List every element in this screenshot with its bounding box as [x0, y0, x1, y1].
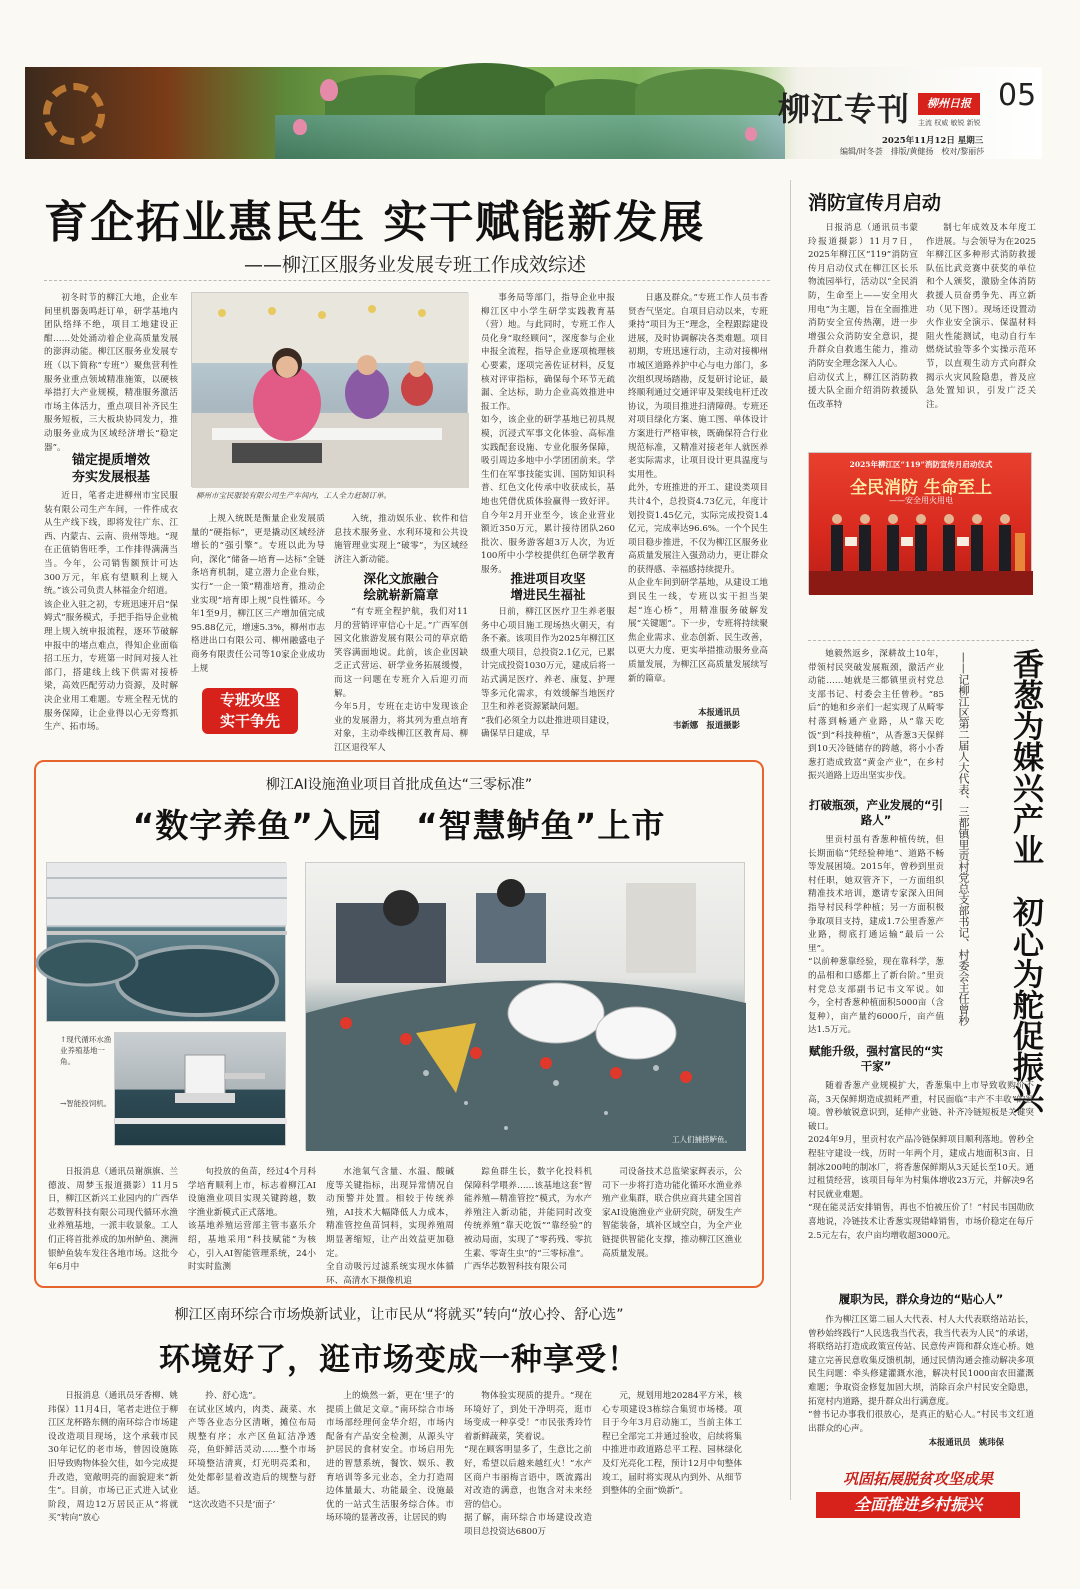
fish-column-1: 日报消息（通讯员谢旗旗、兰德波、周梦玉报道摄影）11月5日，柳江区新兴工业园内的广西华芯数智科技有限公司现代循环水渔业养殖基地，一派丰收景象。工人们正将首批养成的加州鲈鱼、澳洲银鲈鱼装车发往各地市场。这批今年6月中 [48, 1167, 178, 1273]
fire-column-2: 制七年成效及本年度工作进展。与会领导为在2025年柳江区多种形式消防救援队伍比武竞赛中获奖的单位和个人颁奖，激励全体消防救援人员奋勇争先、再立新功（见下图）。现场还设置动火作业安全演示、保温材料阻火性能测试，电动自行车燃烧试验等多个实操示范环节，以直观生动方式向群众揭示火灾风险隐患，普及应急处置知识，引发广泛关注。 [926, 223, 1036, 410]
fish-caption-1: ↑现代循环水渔业养殖基地一角。 [60, 1035, 112, 1066]
feeder-illustration [115, 1033, 287, 1147]
market-column-4: 物体验实现质的提升。“现在环境好了，到处干净明亮，逛市场变成一种享受！”市民张秀玲竹着新鲜蔬菜，笑着说。 “现在顾客明显多了，生意比之前好，希望以后越来越红火！”水产区商户韦丽梅言语中，既流露出对改造的满意，也饱含对未来经营的信心。 据了解，南环综合市场建设改造项目总投资达6800万 [464, 1391, 592, 1537]
badge-task-force: 专班攻坚 实干争先 [202, 688, 298, 734]
lead-column-3: 入统，推动娱乐业、软件和信息技术服务业、水利环境和公共设施管理业实现上“破零”，为区域经济注入新动能。 [334, 514, 468, 565]
fire-column-1: 日报消息（通讯员韦蒙玲报道摄影）11月7日，2025年柳江区“119”消防宣传月启动仪式在柳江区长乐物流园举行，活动以“全民消防，生命至上——安全用火用电”为主题，旨在全面推进消防安全宣传热潮，进一步增强公众消防安全意识，提升群众自救逃生能力，推动消防安全理念深入人心。 启动仪式上，柳江区消防救援大队全面介绍消防救援队伍改革特 [808, 223, 918, 410]
lotus-icon [293, 119, 307, 135]
fire-photo-banner-line3: ——安全用火用电 [889, 496, 953, 505]
fish-headline: “数字养鱼”入园 “智慧鲈鱼”上市 [132, 806, 666, 845]
lead-subhead-1: 锚定提质增效 夯实发展根基 [71, 453, 150, 485]
fish-kicker: 柳江AI设施渔业项目首批成鱼达“三零标准” [265, 777, 533, 793]
fire-photo-banner-line2: 全民消防 生命至上 [850, 478, 992, 498]
tanks-illustration [47, 863, 287, 1023]
lotus-icon [745, 127, 757, 141]
column-divider [790, 180, 791, 1500]
page-number: 05 [998, 78, 1037, 113]
ad-slogan-line1: 巩固拓展脱贫攻坚成果 [842, 1470, 993, 1488]
lead-photo-caption: 柳州市宝民服装有限公司生产车间内，工人全力赶制订单。 [196, 491, 391, 500]
lead-subhead-3: 深化文旅融合 绘就崭新篇章 [363, 571, 439, 602]
divider [808, 640, 1034, 641]
profile-byline: 本报通讯员 姚玮保 [928, 1437, 1004, 1447]
lead-column-1b: 近日，笔者走进柳州市宝民服装有限公司生产车间，一件件成衣从生产线下线，即将发往广东、江西、内蒙古、云南、贵州等地。“现在正值销售旺季，工作排得满满当当。今年，公司销售额预计可达300万元，年底有望顺利上规入统。”该公司负责人林福金介绍道。 该企业入驻之初，专班迅速开启“保姆式”服务模式，手把手指导企业梳理上规入统申报流程，逐环节破解申报中的堵点难点，得知企业面临招工压力，专班第一时间对接人社部门，搭建线上线下供需对接桥梁，高效匹配劳动力资源，及时解决企业用工难题。专班全程无忧的服务保障，让企业得以心无旁骛抓生产、拓市场。 [44, 491, 178, 733]
section-title: 柳江专刊 [778, 90, 911, 128]
paper-slogan: 主流 权威 敏锐 新锐 [918, 119, 981, 127]
lead-column-2: 上规入统既是衡量企业发展质量的“硬指标”，更是撬动区域经济增长的“强引擎”。专班以此为导向，深化“储备—培育—达标”全链条培育机制，建立潜力企业台账，实行“一企一策”精准培育，推动企业实现“培育即上规”良性循环。今年1至9月，柳江区三产增加值完成95.88亿元，增速5.3%，柳州市志格进出口有限公司、柳州融盛电子商务有限责任公司等10家企业成功上规 [191, 514, 325, 674]
profile-column-1: 她毅然返乡，深耕故土10年，带领村民突破发展瓶颈，激活产业动能……她就是三都镇里贡村党总支部书记、村委会主任曾秒。“85后”的她和乡亲们一起实现了从畸零村落到畅通产业路，从“靠天吃饭”到“科技种植”，从香葱3天保鲜到10天冷链储存的跨越，将小小香葱打造成致富“黄金产业”，在乡村振兴道路上迈出坚实步伐。 [808, 649, 944, 782]
profile-subhead-2: 赋能升级，强村富民的“实干家” [808, 1044, 944, 1073]
fish-photo-aquaculture-base [46, 862, 286, 1022]
market-column-2: 拎、舒心选”。 在试业区域内，肉类、蔬菜、水产等各业态分区清晰，摊位布局规整有序；水产区鱼缸洁净透亮，鱼虾鲜活灵动……整个市场环境整洁清爽，灯光明亮柔和，处处都彰显着改造后的规整与舒适。 “这次改造不只是‘面子’ [188, 1391, 316, 1510]
fish-caption-2: →智能投饲机。 [60, 1099, 112, 1108]
market-headline: 环境好了，逛市场变成一种享受！ [159, 1342, 639, 1378]
fish-column-5: 司设备技术总监梁家辉表示，公司下一步将打造功能化循环水渔业养殖产业集群，联合供应商共建全国首家AI设施渔业产业研究院，研发生产智能装备，填补区域空白，为全产业链提供智能化支撑，推动柳江区渔业高质量发展。 [602, 1167, 742, 1259]
editor-credits: 编辑/时冬荟 排版/黄健扬 校对/黎丽莎 [840, 147, 985, 156]
fire-photo-banner-line1: 2025年柳江区“119”消防宣传月启动仪式 [849, 460, 993, 469]
profile-subhead-3: 履职为民，群众身边的“贴心人” [838, 1292, 1004, 1306]
profile-subheadline-vertical: ——记柳江区第二届人大代表、三都镇里贡村党总支部书记、村委会主任曾秒 [957, 652, 970, 1026]
lead-column-4b: 日前，柳江区医疗卫生养老服务中心项目施工现场热火朝天，有条不紊。该项目作为2025年柳江区级重大项目，总投资2.1亿元，已累计完成投资1030万元，建成后将一站式满足医疗、养老、康复、护理等多元化需求，有效缓解当地医疗卫生和养老资源紧缺问题。 “我们必须全力以赴推进项目建设，确保早日建成，早 [481, 607, 615, 740]
market-column-1: 日报消息（通讯员牙香柳、姚玮保）11月4日，笔者走进位于柳江区龙杯路东侧的南环综合市场建设改造项目现场，这个承载市民30年记忆的老市场，曾因设施陈旧导致购物体验欠佳，如今完成提升改造，宽敞明亮的面貌迎来“新生”。目前，市场已正式进入试业阶段，周边12万居民正从“将就买”转向“放心 [48, 1391, 178, 1524]
paper-logo: 柳州日报 [918, 93, 980, 115]
fish-photo-harvest [305, 862, 745, 1150]
lead-photo-garment-workshop [191, 292, 468, 487]
lead-column-3b: “有专班全程护航，我们对11月的营销评审信心十足。”广西军创园文化旅游发展有限公司的草京皓笑容满面地说。此前，该企业因缺乏正式营运、研学业务拓展缓慢，而这一问题在专班介入后迎刃而解。 今年5月，专班在走访中发现该企业的发展潜力，将其列为重点培育对象，主动牵线柳江区教育局、柳江区退役军人 [334, 607, 468, 753]
profile-column-3: 作为柳江区第二届人大代表、村人大代表联络站站长，曾秒始终践行“人民选我当代表，我当代表为人民”的承诺，将联络站打造成政策宣传站、民意传声筒和群众连心桥。她建立完善民意收集反馈机制，通过民情沟通会推动解决多项民生问题：牵头修建灌溉水池，解决村民1000亩农田灌溉难题；争取资金修复加固大坝，消除百余户村民安全隐患，拓宽村内道路，提升群众出行满意度。 “曾书记办事我们很放心，是真正的贴心人。”村民韦文红道出群众的心声。 [808, 1315, 1034, 1434]
lead-column-4: 事务局等部门，指导企业申报柳江区中小学生研学实践教育基（营）地。与此同时，专班工作人员化身“取经顾问”，深度参与企业申报全流程，指导企业逐项梳理核心要素，逐项完善佐证材料，反复核对评审指标，确保每个环节无疏漏、全达标，助力企业高效推进申报工作。 如今，该企业的研学基地已初具规模，沉浸式军事文化体验、高标准实践配套设施、专业化服务保障，吸引周边多地中小学团团前来。学生们在军事技能实训、国防知识科普、红色文化传承中收获成长，基地也凭借优质体验赢得一致好评。自今年2月开业至今，该企业营业额近350万元，累计接待团队260批次、服务游客超3万人次，为近100所中小学校提供红色研学教育服务。 [481, 293, 615, 575]
fish-column-4: 踪鱼群生长，数字化投料机保障科学喂养……该基地这套“智能养殖—精准管控”模式，为水产养殖注入新动能，并能同时改变传统养殖“靠天吃饭”“靠经验”的被动局面，实现了“零药残、零抗生素、零寄生虫”的“三零标准”。 广西华芯数智科技有限公司 [464, 1167, 592, 1273]
hill-graphic [415, 63, 555, 115]
lotus-icon [320, 79, 338, 101]
market-column-3: 上的焕然一新，更在‘里子’的提质上做足文章。”南环综合市场市场部经理何金华介绍，市场内配备有产品安全检测，从源头守护居民的食材安全。市场启用先进的智慧系统，餐饮、娱乐、教育培训等多元业态，全力打造周边体量最大、功能最全、设施最优的一站式生活服务综合体。市场环境的显著改善，让居民的购 [326, 1391, 454, 1524]
lead-byline: 本报通讯员 韦新娜 报道摄影 [673, 707, 740, 730]
profile-headline-vertical: 香葱为媒兴产业 初心为舵促振兴 [1007, 648, 1043, 1113]
lead-subhead-4: 推进项目攻坚 增进民生福祉 [510, 571, 586, 602]
fish-column-2: 旬投放的鱼苗，经过4个月科学培育顺利上市，标志着柳江AI设施渔业项目实现关键跨越，数字渔业新模式正式落地。 该基地养殖运营部主管韦嘉乐介绍，基地采用“科技赋能”为核心，引入AI智能管理系统，24小时实时监测 [188, 1167, 316, 1273]
fish-photo-smart-feeder [114, 1032, 286, 1146]
gear-graphic-icon [43, 83, 105, 145]
fish-column-3: 水池氧气含量、水温、酸碱度等关键指标，出现异常情况自动预警并处置。相较于传统养殖，AI技术大幅降低人力成本，精准管控鱼苗饲料，实现养殖周期显著缩短，让产出效益更加稳定。 全自动吸污过滤系统实现水体循环、高清水下摄像机追 [326, 1167, 454, 1286]
profile-subhead-1: 打破瓶颈，产业发展的“引路人” [808, 798, 944, 827]
fire-headline: 消防宣传月启动 [808, 192, 942, 214]
lead-column-1: 初冬时节的柳江大地，企业车间里机器轰鸣赶订单，研学基地内团队络绎不绝，项目工地建设正酣……处处涌动着企业高质量发展的澎湃动能。柳江区服务业发展专班（以下简称“专班”）聚焦营利性服务业重点领域精准施策，以硬核举措打大产业规模，精准服务激活市场主体活力，重点项目补齐民生服务短板，三大板块协同发力，推动服务业成为区域经济增长“稳定器”。 [44, 293, 178, 453]
lead-headline: 育企拓业惠民生 实干赋能新发展 [44, 197, 706, 248]
profile-column-1b: 里贡村虽有香葱种植传统，但长期面临“凭经验种地”、道路不畅等发展困境。2015年，曾秒到里贡村任职，她双管齐下，一方面组织精准技术培训，邀请专家深入田间指导村民科学种植；另一方面积极争取项目支持，建成1.7公里香葱产业路，彻底打通运输“最后一公里”。 “以前种葱靠经验，现在靠科学，葱的品相和口感都上了新台阶。”里贡村党总支部副书记韦文军说。如今，全村香葱种植面积5000亩（含复种），亩产量约6000斤，亩产值达1.5万元。 [808, 835, 944, 1036]
profile-column-2: 随着香葱产业规模扩大，香葱集中上市导致收购价不高，3天保鲜期造成损耗严重，村民面临“丰产不丰收”的窘境。曾秒敏锐意识到，延伸产业链、补齐冷链短板是关键突破口。 2024年9月，里贡村农产品冷链保鲜项目顺利落地。曾秒全程驻守建设一线，历时一年两个月，建成占地面积3亩、日制冰200吨的制冰厂，将香葱保鲜期从3天延长至10天。通过租赁经营，该项目每年为村集体增收23万元，并解决9名村民就业难题。 “现在能灵活安排销售，再也不怕被压价了！”村民韦国勋欣喜地说，冷链技术让香葱实现错峰销售，市场价稳定在每斤2.5元左右，农户亩均增收超3000元。 [808, 1081, 1034, 1241]
fish-caption-3: 工人们捕捞鲈鱼。 [672, 1135, 732, 1144]
market-column-5: 元，规划用地20284平方米，核心专项建设3栋综合集贸市场楼。项目于今年3月启动施工，当前主体工程已全部完工并通过验收，启续将集中推进市政道路总平工程、园林绿化及灯光亮化工程，预计12月中旬整体竣工，届时将实现从内到外、从细节到整体的全面“焕新”。 [602, 1391, 742, 1497]
fire-photo-ceremony [808, 452, 1032, 594]
hill-graphic [635, 69, 785, 115]
issue-date: 2025年11月12日 星期三 [882, 136, 984, 146]
river-graphic [275, 115, 785, 159]
ad-slogan-line2: 全面推进乡村振兴 [816, 1492, 1020, 1518]
lead-column-5: 日惠及群众。”专班工作人员韦香贤杏气坚定。自项目启动以来，专班秉持“项目为王”理念，全程跟踪建设进展，及时协调解决各类难题。项目初期，专班迅速行动，主动对接柳州市城区道路养护中心与电力部门，多次组织现场踏勘，反复研讨论证，最终顺利通过交通评审及架线电杆迁改协议，为项目推进扫清障碍。专班还对项目绿化方案、施工图、单体设计方案进行严格审核，既确保符合行业规范标准，又精准对接老年人就医养老实际需求，让项目设计更具温度与实用性。 此外，专班推进的开工、建设类项目共计4个，总投资4.73亿元，年度计划投资1.45亿元，实际完成投资1.4亿元，完成率达96.6%。一个个民生项目稳步推进，不仅为柳江区服务业高质量发展注入强劲动力，更让群众的获得感、幸福感持续提升。 从企业车间到研学基地，从建设工地到民生一线，专班以实干担当架起“连心桥”，用精准服务破解发展“关键题”。下一步，专班将持续聚焦企业需求、业态创新、民生改善，以更大力度、更实举措推动服务业高质量发展，为柳江区高质量发展续写新的篇章。 [628, 293, 768, 684]
lead-subheadline: ——柳江区服务业发展专班工作成效综述 [244, 254, 587, 276]
harvest-illustration [306, 863, 746, 1151]
workers-illustration [192, 293, 469, 488]
divider [44, 280, 770, 281]
market-kicker: 柳江区南环综合市场焕新试业，让市民从“将就买”转向“放心拎、舒心选” [174, 1307, 624, 1323]
ceremony-people-illustration [809, 453, 1033, 595]
